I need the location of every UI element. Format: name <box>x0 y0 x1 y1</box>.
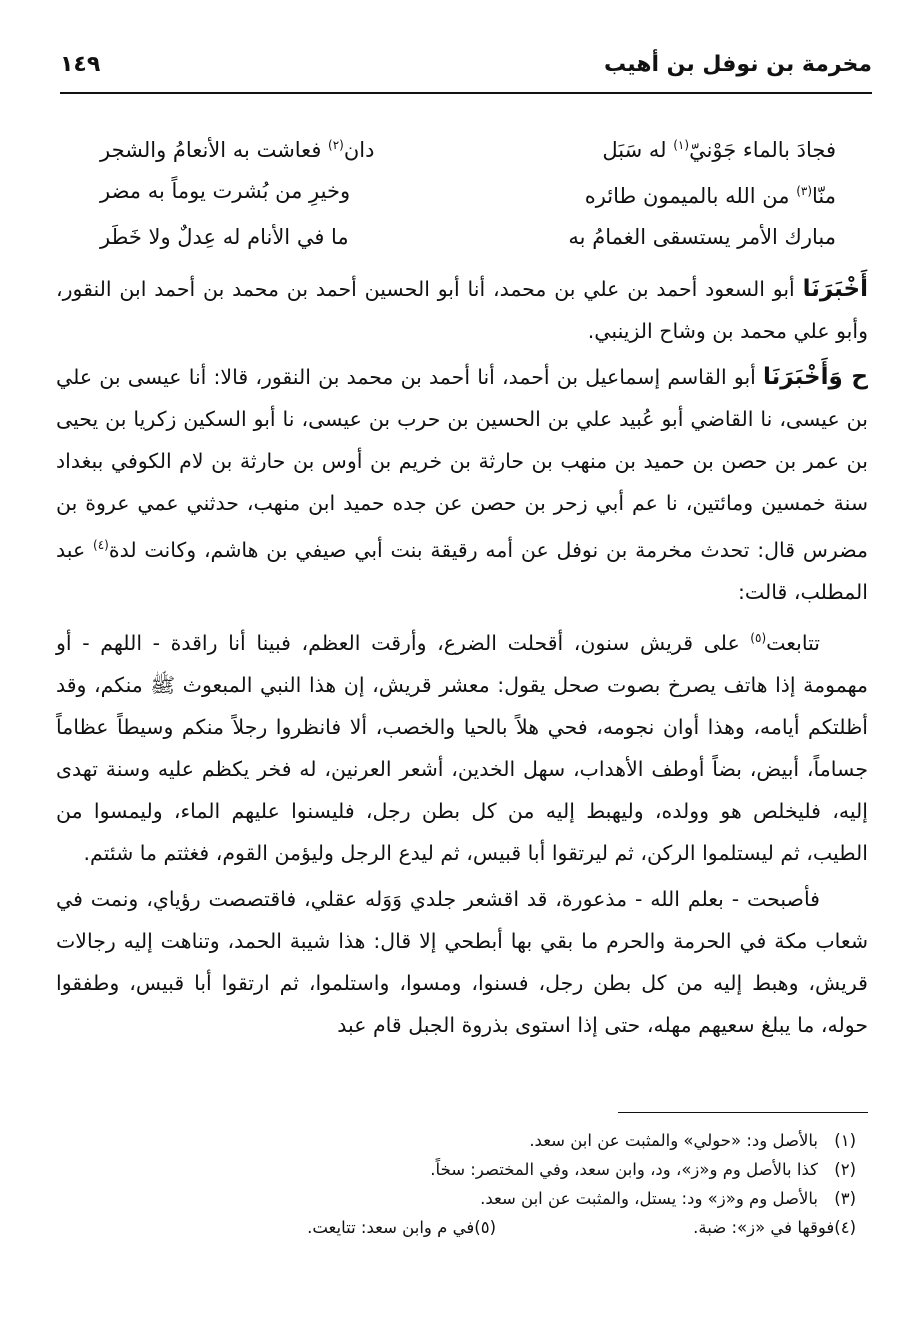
footnote <box>80 1155 856 1184</box>
paragraph-lead: ح وَأَخْبَرَنَا <box>763 364 868 390</box>
footnote-marker: (٤) <box>93 538 109 552</box>
footnote-marker: (٣) <box>796 184 813 198</box>
paragraph-lead: أَخْبَرَنَا <box>802 276 868 302</box>
first-hemistich: فجادَ بالماء جَوْنيّ$^{(١)}$ له سَبَل <box>602 138 836 162</box>
second-hemistich: ما في الأنام له عِدلٌ ولا خَطَر <box>100 225 349 249</box>
footnote-number: (٥) <box>474 1218 496 1237</box>
footnote-row <box>80 1213 856 1242</box>
poem <box>100 130 836 268</box>
poem-verse <box>100 176 836 222</box>
footnote-text: كذا بالأصل وم و«ز»، ود، وابن سعد، وفي المختصر: سخاً. <box>430 1160 818 1179</box>
footnote-marker: (١) <box>673 138 690 152</box>
isnad-paragraph: أَخْبَرَنَا أبو السعود أحمد بن علي بن محمد، أنا أبو الحسين أحمد بن محمد بن أحمد ابن النقور، وأبو علي محمد بن وشاح الزينبي. <box>56 276 868 343</box>
footnote <box>80 1126 856 1155</box>
narrative-paragraph: فأصبحت - بعلم الله - مذعورة، قد اقشعر جلدي وَوَله عقلي، فاقتصصت رؤياي، ونمت في شعاب مكة في الحرمة والحرم ما بقي بها أبطحي إلا قال: هذا شيبة الحمد، وتناهت إليه رجالات قريش، وهبط إليه من كل بطن رجل، فسنوا، ومسوا، واستلموا، ثم ارتقوا أبا قبيس، وطفقوا حوله، ما يبلغ سعيهم مهله، حتى إذا استوى بذروة الجبل قام عبد <box>56 886 868 1037</box>
page-number: ١٤٩ <box>60 52 101 77</box>
footnotes <box>80 1126 856 1242</box>
footnote-text: في م وابن سعد: تتايعت. <box>307 1218 475 1237</box>
footnote <box>80 1184 856 1213</box>
poem-verse <box>100 130 836 176</box>
second-hemistich: وخيرِ من بُشرت يوماً به مضر <box>100 179 351 203</box>
footnote-rule <box>618 1112 868 1113</box>
footnote-text: بالأصل وم و«ز» ود: يستل، والمثبت عن ابن سعد. <box>480 1189 818 1208</box>
header-rule <box>60 92 872 94</box>
body-text <box>56 268 868 1050</box>
footnote <box>307 1213 496 1242</box>
footnote-number: (٣) <box>834 1189 856 1208</box>
footnote-number: (١) <box>834 1131 856 1150</box>
footnote-text: فوقها في «ز»: ضبة. <box>693 1218 835 1237</box>
footnote <box>693 1213 856 1242</box>
narrative-paragraph: تتابعت$^{(٥)}$ على قريش سنون، أقحلت الضرع، وأرقت العظم، فبينا أنا راقدة - اللهم - أو مهمومة إذا هاتف يصرخ بصوت صحل يقول: معشر قريش، إن هذا النبي المبعوث ﷺ منكم، وقد أظلتكم أيامه، وهذا أوان نجومه، فحي هلاً بالحيا والخصب، ألا فانظروا رجلاً منكم وسيطاً عظاماً جساماً، أبيض، بضاً أوطف الأهداب، سهل الخدين، أشعر العرنين، له فخر يكظم عليه وسنة تهدى إليه، فليخلص هو وولده، وليهبط إليه من كل بطن رجل، فليسنوا عليهم الماء، وليمسوا من الطيب، ثم ليستلموا الركن، ثم ليرتقوا أبا قبيس، ثم ليدع الرجل وليؤمن القوم، فغثتم ما شئتم. <box>56 630 868 865</box>
footnote-text: بالأصل ود: «حولي» والمثبت عن ابن سعد. <box>529 1131 818 1150</box>
second-hemistich: دان$^{(٢)}$ فعاشت به الأنعامُ والشجر <box>100 138 375 162</box>
footnote-number: (٢) <box>834 1160 856 1179</box>
first-hemistich: منّا$^{(٣)}$ من الله بالميمون طائره <box>584 184 836 208</box>
isnad-paragraph: ح وَأَخْبَرَنَا أبو القاسم إسماعيل بن أحمد، أنا أحمد بن محمد بن النقور، قالا: أنا عيسى بن علي بن عيسى، نا القاضي أبو عُبيد علي بن الحسين بن حرب بن عيسى، نا أبو السكين زكريا بن يحيى بن عمر بن حصن بن حميد بن منهب بن حارثة بن خريم بن أوس بن حارثة بن لام الكوفي ببغداد سنة خمسين ومائتين، نا عم أبي زحر بن حصن عن جده حميد ابن منهب، حدثني عمي عروة بن مضرس قال: تحدث مخرمة بن نوفل عن أمه رقيقة بنت أبي صيفي بن هاشم، وكانت لدة$^{(٤)}$ عبد المطلب، قالت: <box>56 364 868 604</box>
running-title: مخرمة بن نوفل بن أهيب <box>603 52 872 77</box>
first-hemistich: مبارك الأمر يستسقى الغمامُ به <box>568 225 836 249</box>
footnote-number: (٤) <box>834 1218 856 1237</box>
footnote-marker: (٢) <box>328 138 344 152</box>
running-header <box>60 52 872 92</box>
footnote-marker: (٥) <box>750 630 767 645</box>
poem-verse <box>100 222 836 268</box>
